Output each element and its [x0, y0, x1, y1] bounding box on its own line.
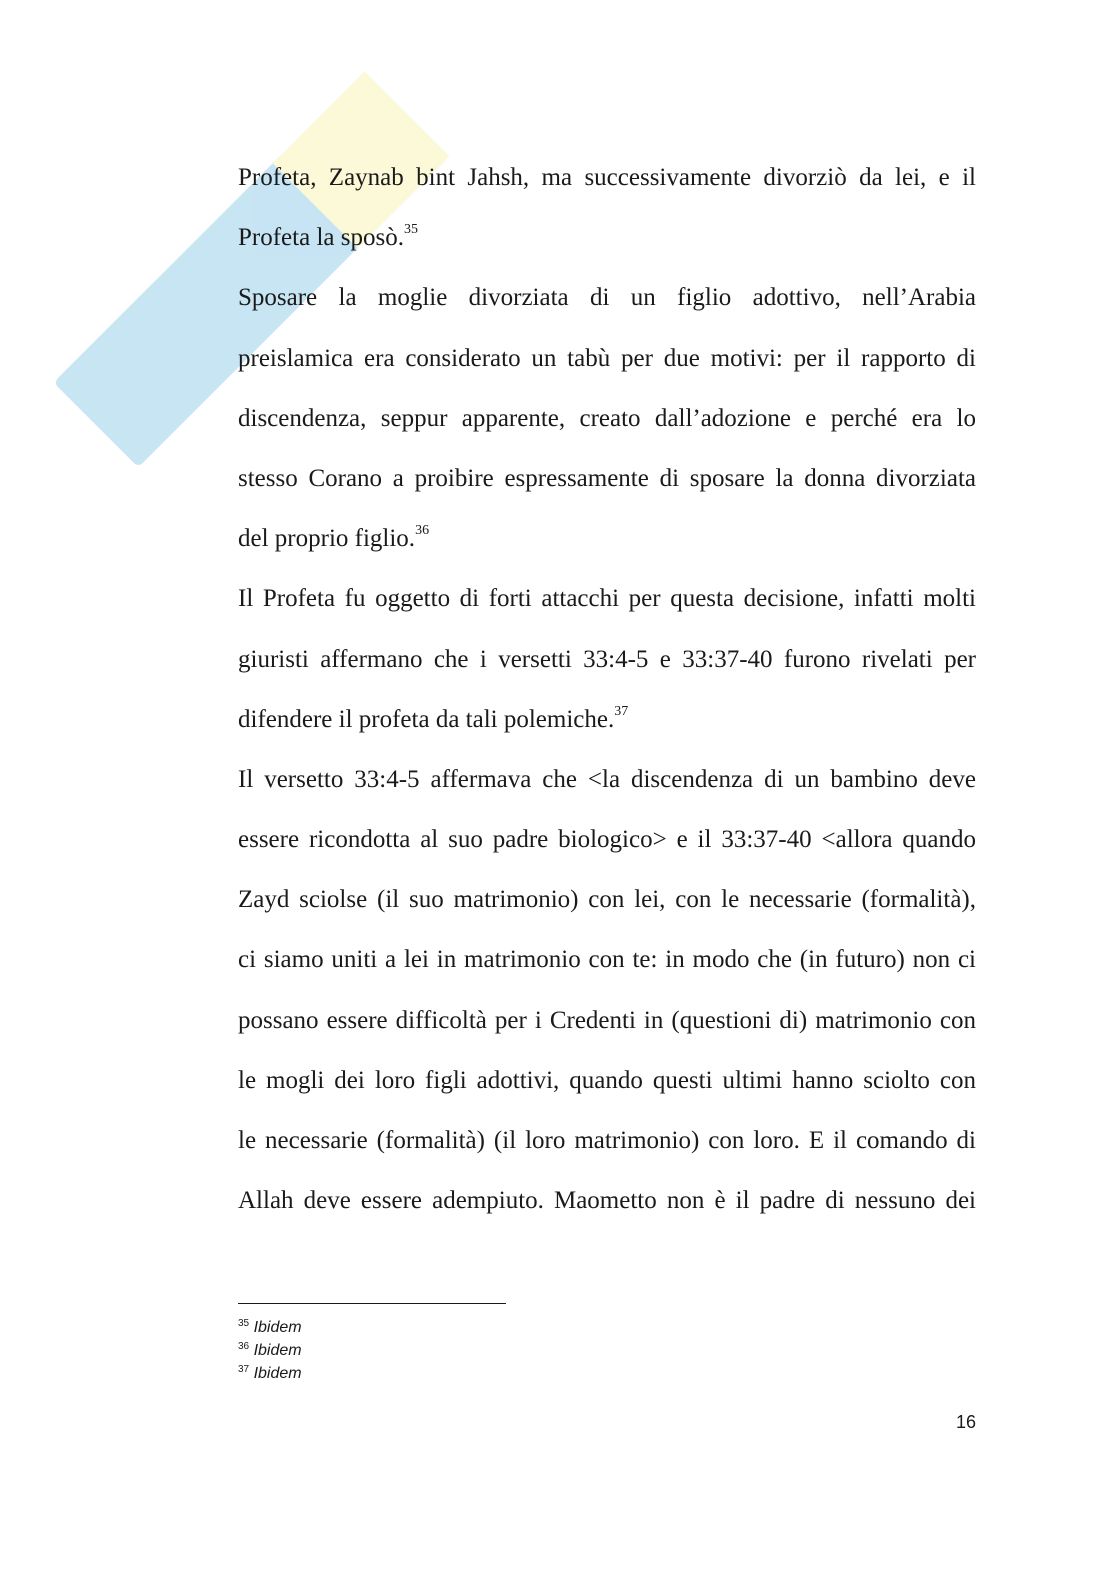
body-line-text: Allah deve essere adempiuto. Maometto non è il padre di nessuno dei — [238, 1187, 976, 1215]
footnote-number: 37 — [238, 1364, 250, 1375]
body-line — [238, 208, 976, 268]
body-line — [238, 810, 976, 870]
footnote-item — [238, 1316, 302, 1339]
body-line-text: possano essere difficoltà per i Credenti in (questioni di) matrimonio con — [238, 1006, 976, 1034]
body-line — [238, 268, 976, 328]
body-line — [238, 750, 976, 810]
body-line-text: Zayd sciolse (il suo matrimonio) con lei, con le necessarie (formalità), — [238, 886, 976, 914]
body-line-text: del proprio figlio. — [238, 525, 416, 553]
body-line-text: Il Profeta fu oggetto di forti attacchi per questa decisione, infatti molti — [238, 585, 976, 613]
footnote-text: Ibidem — [253, 1342, 302, 1359]
body-line — [238, 870, 976, 930]
body-line — [238, 991, 976, 1051]
body-line — [238, 1111, 976, 1171]
body-line-text: le necessarie (formalità) (il loro matrimonio) con loro. E il comando di — [238, 1127, 976, 1154]
body-line — [238, 1171, 976, 1231]
body-line-text: difendere il profeta da tali polemiche. — [238, 705, 615, 733]
body-line — [238, 569, 976, 629]
footnotes — [238, 1316, 302, 1385]
body-line — [238, 690, 976, 750]
body-line-text: Il versetto 33:4-5 affermava che <la discendenza di un bambino deve — [238, 765, 976, 793]
body-line-text: stesso Corano a proibire espressamente di sposare la donna divorziata — [238, 464, 976, 492]
footnote-item — [238, 1339, 302, 1362]
body-line-text: Sposare la moglie divorziata di un figlio adottivo, nell’Arabia — [238, 284, 976, 312]
footnote-ref[interactable]: 36 — [415, 523, 430, 539]
footnote-text: Ibidem — [253, 1365, 302, 1382]
footnote-ref[interactable]: 35 — [403, 222, 418, 238]
body-line — [238, 1051, 976, 1111]
body-line — [238, 148, 976, 208]
body-line — [238, 389, 976, 449]
body-line — [238, 509, 976, 569]
body-line-text: Profeta la sposò. — [238, 224, 404, 252]
footnote-text: Ibidem — [253, 1319, 302, 1336]
body-line — [238, 930, 976, 990]
body-line — [238, 630, 976, 690]
body-line-text: essere ricondotta al suo padre biologico> e il 33:37-40 <allora quando — [238, 826, 976, 854]
footnote-number: 36 — [238, 1341, 250, 1352]
body-line-text: ci siamo uniti a lei in matrimonio con te: in modo che (in futuro) non ci — [238, 946, 976, 974]
body-line-text: le mogli dei loro figli adottivi, quando questi ultimi hanno sciolto con — [238, 1066, 976, 1094]
body-line — [238, 329, 976, 389]
body-text — [238, 148, 976, 1231]
footnote-number: 35 — [238, 1318, 250, 1329]
body-line-text: discendenza, seppur apparente, creato dall’adozione e perché era lo — [238, 404, 976, 432]
footnote-item — [238, 1362, 302, 1385]
body-line-text: giuristi affermano che i versetti 33:4-5 e 33:37-40 furono rivelati per — [238, 645, 976, 673]
page-number: 16 — [955, 1412, 976, 1432]
body-line-text: preislamica era considerato un tabù per due motivi: per il rapporto di — [238, 344, 976, 372]
footnote-ref[interactable]: 37 — [614, 703, 629, 719]
body-line — [238, 449, 976, 509]
footnote-separator — [238, 1303, 506, 1304]
body-line-text: Profeta, Zaynab bint Jahsh, ma successivamente divorziò da lei, e il — [238, 164, 976, 191]
